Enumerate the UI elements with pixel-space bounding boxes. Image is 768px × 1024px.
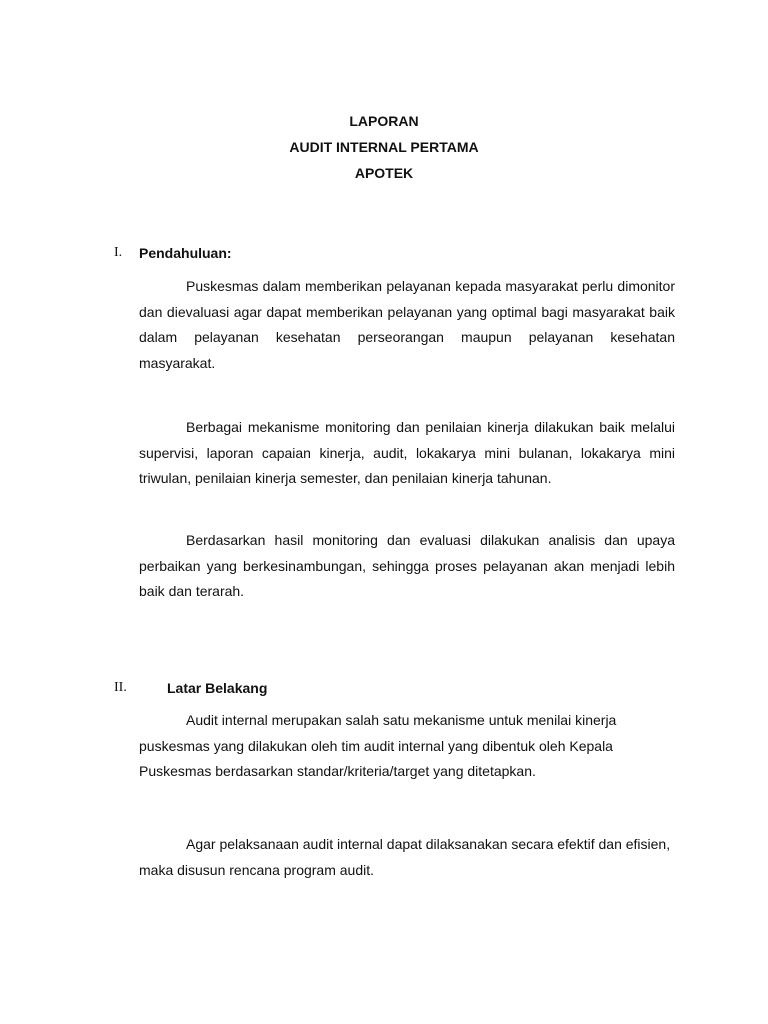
section-1-paragraph-2: Berbagai mekanisme monitoring dan penilaian kinerja dilakukan baik melalui supervisi, laporan capaian kinerja, audit, lokakarya mini bulanan, lokakarya mini triwulan, penilaian kinerja semester, dan penilaian kinerja tahunan. — [139, 419, 675, 486]
section-1-paragraph-1: Puskesmas dalam memberikan pelayanan kepada masyarakat perlu dimonitor dan dievaluasi agar dapat memberikan pelayanan yang optimal bagi masyarakat baik dalam pelayanan kesehatan perseorangan maupun pelayanan kesehatan masyarakat. — [139, 278, 675, 371]
section-1-title: Pendahuluan: — [139, 245, 232, 261]
section-2-paragraph-2: Agar pelaksanaan audit internal dapat dilaksanakan secara efektif dan efisien, maka disusun rencana program audit. — [139, 836, 671, 878]
section-2-title: Latar Belakang — [167, 680, 268, 696]
title-line-2: AUDIT INTERNAL PERTAMA — [289, 139, 479, 155]
section-1-number: I. — [114, 245, 123, 260]
section-1-paragraph-3: Berdasarkan hasil monitoring dan evaluasi dilakukan analisis dan upaya perbaikan yang berkesinambungan, sehingga proses pelayanan akan menjadi lebih baik dan terarah. — [139, 532, 675, 599]
section-2-paragraph-1: Audit internal merupakan salah satu mekanisme untuk menilai kinerja puskesmas yang dilakukan oleh tim audit internal yang dibentuk oleh Kepala Puskesmas berdasarkan standar/kriteria/target yang ditetapkan. — [139, 712, 617, 779]
title-line-1: LAPORAN — [349, 113, 419, 129]
section-2-number: II. — [114, 680, 127, 695]
document-title — [0, 111, 768, 189]
title-line-3: APOTEK — [354, 165, 414, 181]
